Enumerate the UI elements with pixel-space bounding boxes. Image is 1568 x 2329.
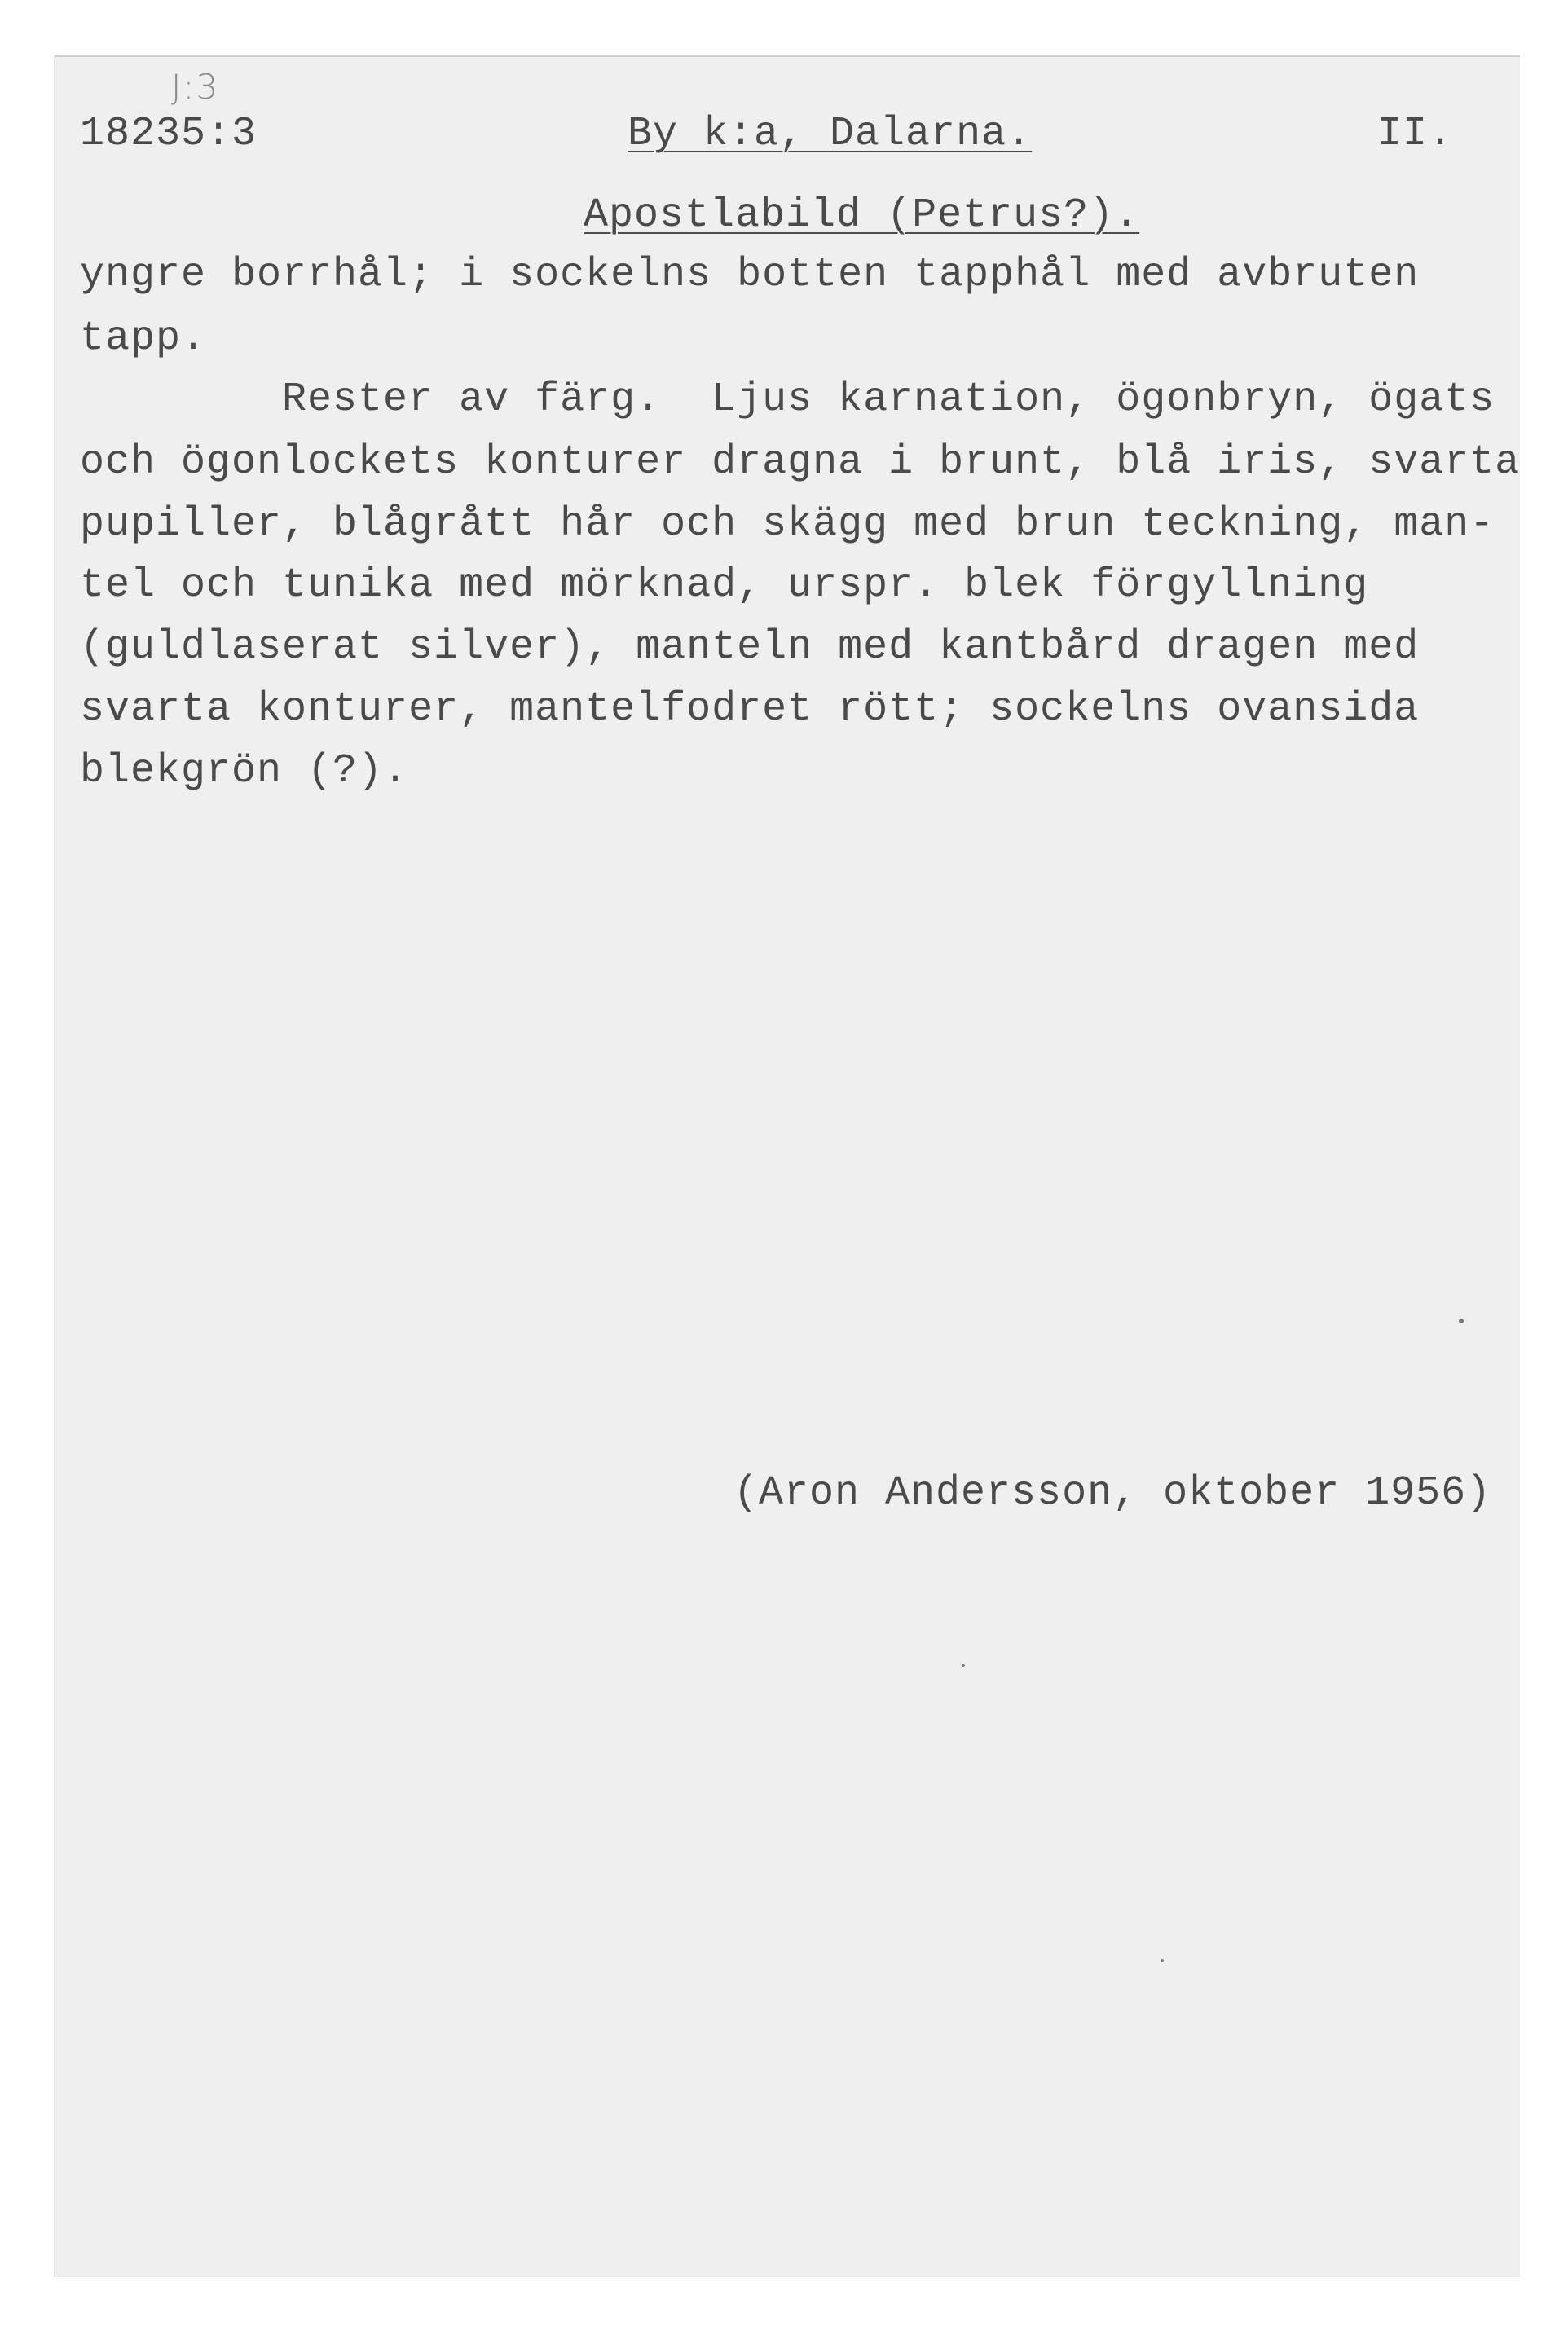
body-line: tel och tunika med mörknad, urspr. blek förgyllning — [80, 562, 1369, 609]
paper-speck — [962, 1664, 965, 1667]
paper-speck — [1161, 1959, 1164, 1962]
body-line: yngre borrhål; i sockelns botten tapphål med avbruten — [80, 252, 1420, 298]
card-title: Apostlabild (Petrus?). — [584, 192, 1140, 239]
body-line: Rester av färg. Ljus karnation, ögonbryn, ögats — [80, 376, 1495, 423]
page-number: II. — [1377, 111, 1454, 157]
catalog-number: 18235:3 — [80, 111, 258, 157]
body-line: tapp. — [80, 315, 207, 362]
body-line: blekgrön (?). — [80, 748, 409, 795]
body-line: (guldlaserat silver), manteln med kantbård dragen med — [80, 624, 1420, 671]
paper-speck — [1459, 1319, 1464, 1323]
pencil-note: J:3 — [171, 67, 220, 107]
body-line: och ögonlockets konturer dragna i brunt, blå iris, svarta — [80, 439, 1521, 486]
body-line: pupiller, blågrått hår och skägg med brun teckning, man- — [80, 501, 1495, 548]
place-heading: By k:a, Dalarna. — [628, 111, 1033, 157]
signature: (Aron Andersson, oktober 1956) — [733, 1470, 1492, 1517]
body-line: svarta konturer, mantelfodret rött; sockelns ovansida — [80, 686, 1420, 733]
